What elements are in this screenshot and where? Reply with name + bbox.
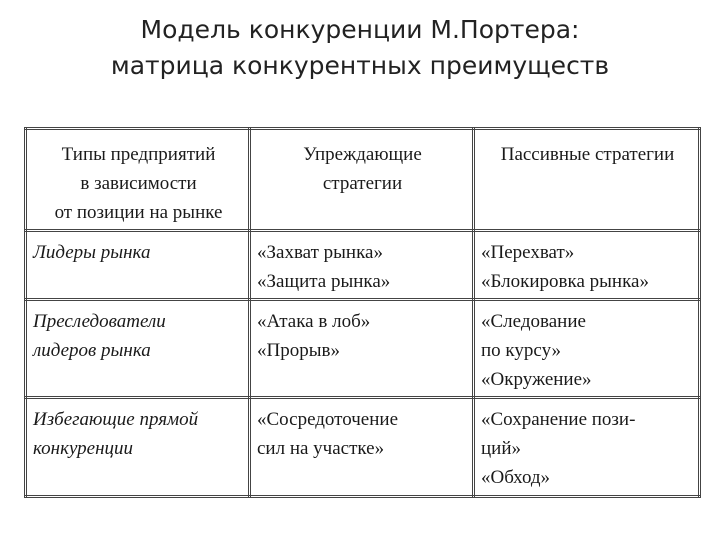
competitive-advantage-matrix bbox=[24, 127, 701, 498]
cell-line: Преследователи bbox=[33, 311, 166, 332]
cell-line: конкуренции bbox=[33, 438, 134, 459]
title-line-2: матрица конкурентных преимуществ bbox=[110, 51, 610, 80]
cell-proactive bbox=[250, 231, 474, 300]
cell-line: по курсу» bbox=[481, 340, 562, 361]
cell-line: «Блокировка рынка» bbox=[481, 271, 649, 292]
table-row bbox=[26, 231, 700, 300]
header-line: Типы предприятий bbox=[61, 144, 216, 165]
header-line: в зависимости bbox=[80, 173, 197, 194]
cell-line: «Сохранение пози- bbox=[481, 409, 636, 430]
cell-line: «Перехват» bbox=[481, 242, 575, 263]
header-row bbox=[26, 129, 700, 231]
cell-line: ций» bbox=[481, 438, 522, 459]
cell-line: «Сосредоточение bbox=[257, 409, 398, 430]
cell-passive bbox=[474, 300, 700, 398]
header-proactive-strategies bbox=[250, 129, 474, 231]
cell-line: «Обход» bbox=[481, 467, 551, 488]
cell-proactive bbox=[250, 398, 474, 497]
cell-type bbox=[26, 300, 250, 398]
cell-line: «Атака в лоб» bbox=[257, 311, 371, 332]
cell-line: «Захват рынка» bbox=[257, 242, 383, 263]
cell-line: Лидеры рынка bbox=[33, 242, 151, 263]
header-line: от позиции на рынке bbox=[54, 202, 223, 223]
cell-passive bbox=[474, 231, 700, 300]
header-passive-strategies bbox=[474, 129, 700, 231]
cell-line: «Окружение» bbox=[481, 369, 592, 390]
cell-proactive bbox=[250, 300, 474, 398]
title-line-1: Модель конкуренции М.Портера: bbox=[140, 15, 580, 44]
header-line: Пассивные стратегии bbox=[500, 144, 675, 165]
header-enterprise-types bbox=[26, 129, 250, 231]
header-line: Упреждающие bbox=[303, 144, 422, 165]
cell-type bbox=[26, 231, 250, 300]
cell-line: «Прорыв» bbox=[257, 340, 340, 361]
cell-line: Избегающие прямой bbox=[33, 409, 199, 430]
cell-line: сил на участке» bbox=[257, 438, 385, 459]
cell-type bbox=[26, 398, 250, 497]
cell-line: лидеров рынка bbox=[33, 340, 151, 361]
cell-line: «Защита рынка» bbox=[257, 271, 391, 292]
cell-passive bbox=[474, 398, 700, 497]
header-line: стратегии bbox=[322, 173, 403, 194]
table-row bbox=[26, 398, 700, 497]
slide-title bbox=[0, 12, 720, 84]
table-row bbox=[26, 300, 700, 398]
cell-line: «Следование bbox=[481, 311, 586, 332]
